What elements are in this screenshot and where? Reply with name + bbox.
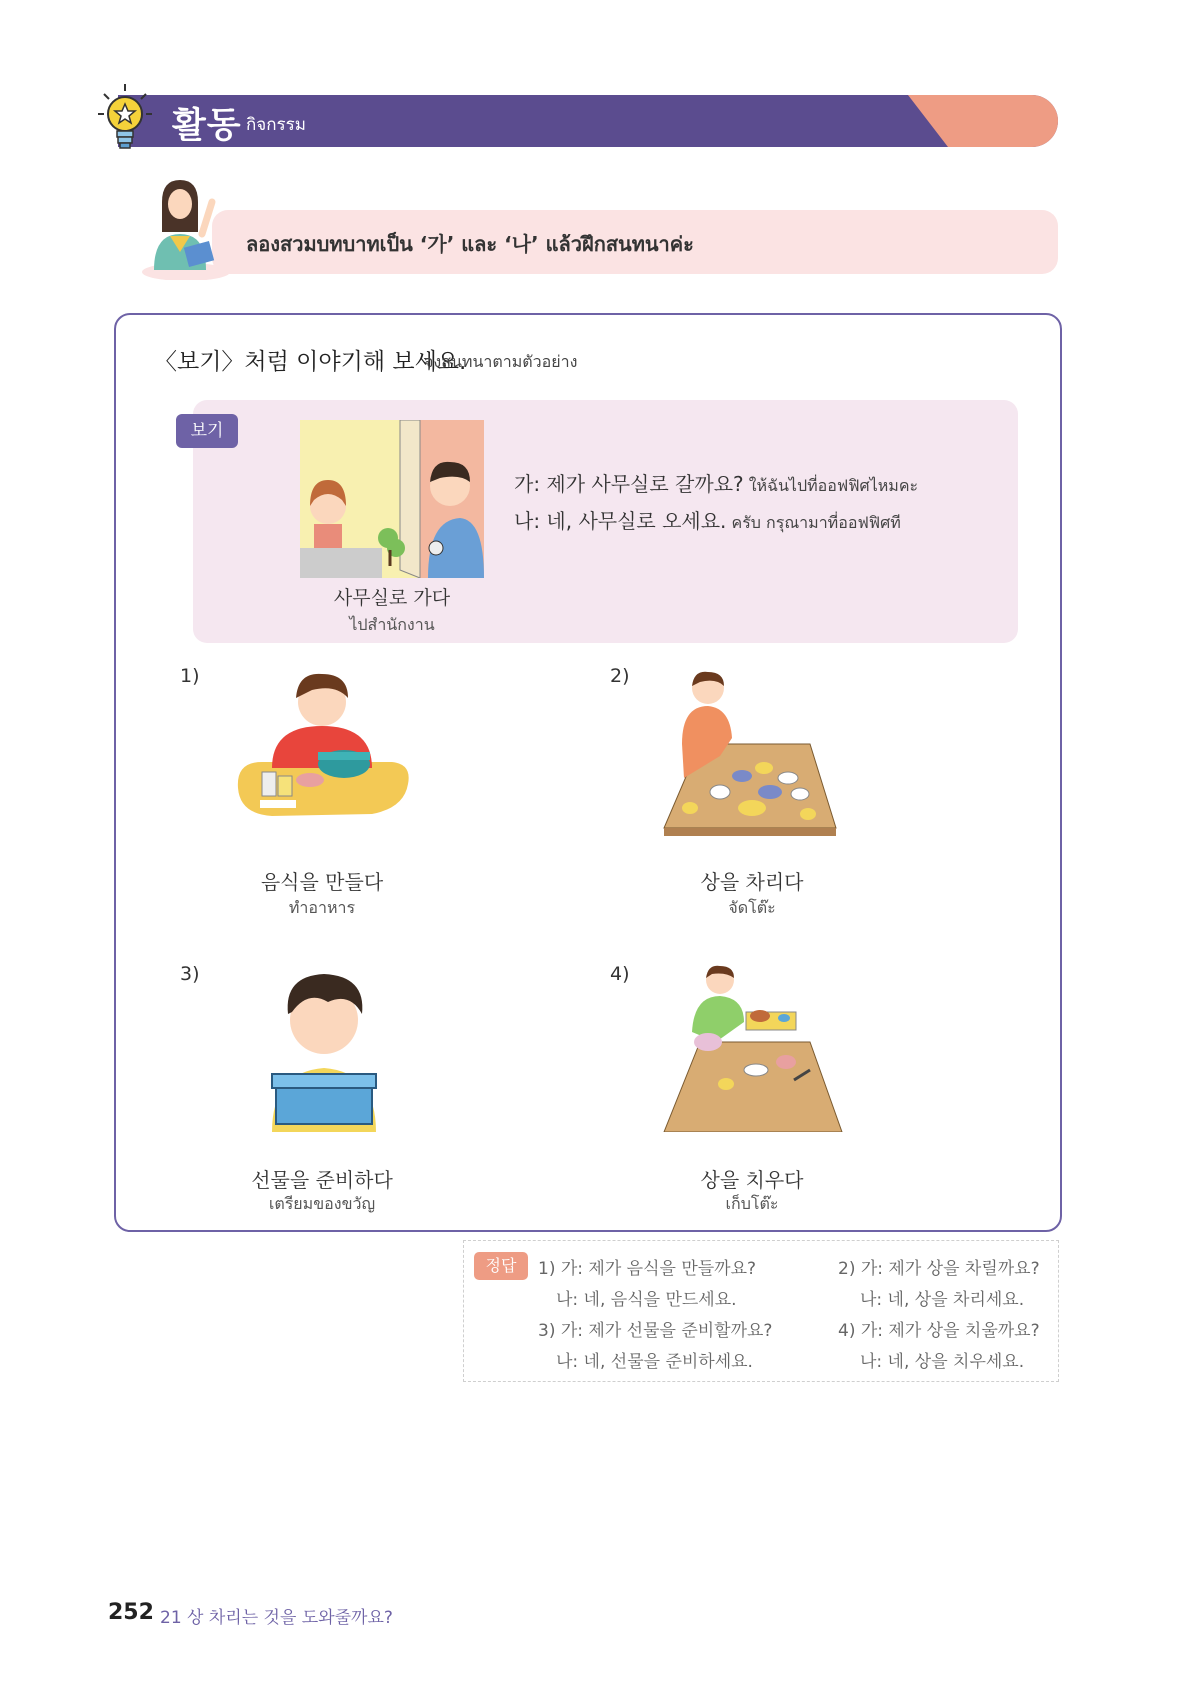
setting-table-illustration <box>660 668 844 838</box>
example-caption-thai: ไปสำนักงาน <box>349 615 435 634</box>
item-number: 2) <box>610 665 630 687</box>
page-number: 252 <box>108 1600 154 1625</box>
clearing-table-illustration <box>660 962 844 1132</box>
item-caption-thai: เก็บโต๊ะ <box>725 1194 779 1213</box>
item-caption: 음식을 만들다 <box>260 870 384 894</box>
chapter-title: 21 상 차리는 것을 도와줄까요? <box>160 1608 393 1628</box>
answer-2-question: 2) 가: 제가 상을 차릴까요? <box>838 1259 1040 1279</box>
answer-2-response: 나: 네, 상을 차리세요. <box>860 1290 1025 1310</box>
example-dialogue-line-2: 나: 네, 사무실로 오세요. ครับ กรุณามาที่ออฟฟิศที <box>514 509 901 533</box>
task-title: 〈보기〉처럼 이야기해 보세요. <box>154 349 467 375</box>
gift-illustration <box>232 962 416 1132</box>
item-caption: 상을 차리다 <box>700 870 804 894</box>
item-caption: 상을 치우다 <box>700 1168 804 1192</box>
section-title: 활동 <box>172 106 242 146</box>
cooking-illustration <box>232 668 416 838</box>
item-caption-thai: ทำอาหาร <box>288 898 356 917</box>
answer-1-response: 나: 네, 음식을 만드세요. <box>556 1290 737 1310</box>
item-number: 3) <box>180 963 200 985</box>
item-number: 1) <box>180 665 200 687</box>
item-number: 4) <box>610 963 630 985</box>
banner-accent <box>858 95 1058 147</box>
item-caption: 선물을 준비하다 <box>251 1168 393 1192</box>
example-caption: 사무실로 가다 <box>333 587 451 609</box>
answer-4-response: 나: 네, 상을 치우세요. <box>860 1352 1025 1372</box>
lightbulb-icon <box>96 82 154 152</box>
answer-3-response: 나: 네, 선물을 준비하세요. <box>556 1352 753 1372</box>
task-title-thai: จงสนทนาตามตัวอย่าง <box>424 352 578 371</box>
teacher-illustration <box>140 172 232 280</box>
answer-4-question: 4) 가: 제가 상을 치울까요? <box>838 1321 1040 1341</box>
item-caption-thai: เตรียมของขวัญ <box>268 1194 376 1213</box>
answer-1-question: 1) 가: 제가 음식을 만들까요? <box>538 1259 757 1279</box>
instruction-text: ลองสวมบทบาทเป็น ‘가’ และ ‘나’ แล้วฝึกสนทนาค่ะ <box>246 232 694 256</box>
answer-3-question: 3) 가: 제가 선물을 준비할까요? <box>538 1321 773 1341</box>
item-caption-thai: จัดโต๊ะ <box>728 898 776 917</box>
section-subtitle: กิจกรรม <box>246 115 307 135</box>
office-illustration <box>300 420 484 578</box>
answer-tag: 정답 <box>474 1252 528 1280</box>
example-dialogue-line-1: 가: 제가 사무실로 갈까요? ให้ฉันไปที่ออฟฟิศไหมคะ <box>514 472 919 496</box>
example-tag: 보기 <box>176 414 238 448</box>
